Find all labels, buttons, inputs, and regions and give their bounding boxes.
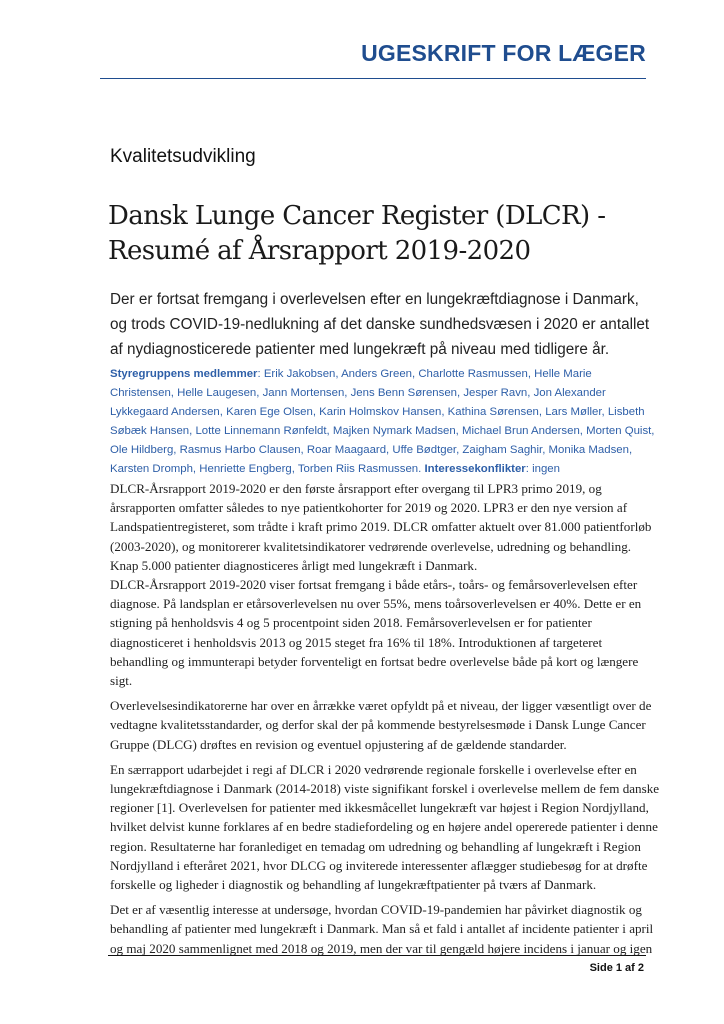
- article-title: [108, 199, 648, 269]
- title-line-1: Dansk Lunge Cancer Register (DLCR) -: [108, 201, 606, 231]
- masthead-divider: [100, 78, 646, 79]
- steering-group-members: [110, 365, 658, 480]
- members-label: Styregruppens medlemmer: [110, 368, 258, 380]
- body-paragraph: DLCR-Årsrapport 2019-2020 er den første årsrapport efter overgang til LPR3 primo 2019, og årsrapporten omfatter således to nye patientkohorter for 2019 og 2020. LPR3 er den nye version af Landspatientregisteret, som trådte i kraft primo 2019. DLCR omfatter aktuelt over 81.000 patientforløb (2003-2020), og monitorerer kvalitetsindikatorer vedrørende overlevelse, udredning og behandling. Knap 5.000 patienter diagnosticeres årligt med lungekræft i Danmark.: [110, 481, 652, 573]
- article-lead: Der er fortsat fremgang i overlevelsen efter en lungekræftdiagnose i Danmark, og trods COVID-19-nedlukning af det danske sundhedsvæsen i 2020 er antallet af nydiagnosticerede patienter med lungekræft på niveau med tidligere år.: [110, 291, 650, 358]
- body-paragraph: En særrapport udarbejdet i regi af DLCR i 2020 vedrørende regionale forskelle i overlevelse efter en lungekræftdiagnose i Danmark (2014-2018) viste signifikant forskel i overlevelse mellem de fem danske regioner [1]. Overlevelsen for patienter med ikkesmåcellet lungekræft var højest i Region Nordjylland, hvilket delvist kunne forklares af en bedre stadiefordeling og en højere andel opererede patienter i denne region. Resultaterne har foranlediget en temadag om udredning og behandling af lungekræft i Region Nordjylland i efteråret 2021, hvor DLCG og inviterede interessenter aflægger studiebesøg for at drøfte forskelle og ligheder i diagnostik og behandling af lungekræftpatienter på tværs af Danmark.: [110, 761, 660, 893]
- article-body: [110, 479, 662, 958]
- page-number: Side 1 af 2: [589, 962, 644, 974]
- journal-masthead: UGESKRIFT FOR LÆGER: [361, 40, 646, 66]
- body-paragraph: Det er af væsentlig interesse at undersøge, hvordan COVID-19-pandemien har påvirket diagnostik og behandling af patienter med lungekræft i Danmark. Man så et fald i antallet af incidente patienter i april og maj 2020 sammenlignet med 2018 og 2019, men der var til gengæld højere incidens i januar og igen: [110, 902, 654, 956]
- body-paragraph: Overlevelsesindikatorerne har over en årrække været opfyldt på et niveau, der ligger væsentligt over de vedtagne kvalitetsstandarder, og derfor skal der på kommende bestyrelsesmøde i Dansk Lunge Cancer Gruppe (DLCG) drøftes en revision og eventuel opjustering af de gældende standarder.: [110, 698, 652, 752]
- section-label: Kvalitetsudvikling: [110, 146, 256, 167]
- members-names: : Erik Jakobsen, Anders Green, Charlotte Rasmussen, Helle Marie Christensen, Helle Laugesen, Jann Mortensen, Jens Benn Sørensen, Jesper Ravn, Jon Alexander Lykkegaard Andersen, Karen Ege Olsen, Karin Holmskov Hansen, Kathina Sørensen, Lars Møller, Lisbeth Søbæk Hansen, Lotte Linnemann Rønfeldt, Majken Nymark Madsen, Michael Brun Andersen, Morten Quist, Ole Hildberg, Rasmus Harbo Clausen, Roar Maagaard, Uffe Bødtger, Zaigham Saghir, Monika Madsen, Karsten Dromph, Henriette Engberg, Torben Riis Rasmussen.: [110, 368, 655, 476]
- title-line-2: Resumé af Årsrapport 2019-2020: [108, 236, 531, 266]
- conflicts-label: Interessekonflikter: [424, 463, 526, 476]
- footer-divider: [108, 955, 646, 956]
- conflicts-value: : ingen: [525, 463, 560, 476]
- body-paragraph: DLCR-Årsrapport 2019-2020 viser fortsat fremgang i både etårs-, toårs- og femårsoverlevelsen efter diagnose. På landsplan er etårsoverlevelsen nu over 55%, mens toårsoverlevelsen er 40%. Dette er en stigning på henholdsvis 4 og 5 procentpoint siden 2018. Femårsoverlevelsen er for patienter diagnosticeret i henholdsvis 2013 og 2015 steget fra 16% til 18%. Introduktionen af targeteret behandling og immunterapi betyder forventeligt en fortsat bedre overlevelse både på kort og længere sigt.: [110, 577, 642, 689]
